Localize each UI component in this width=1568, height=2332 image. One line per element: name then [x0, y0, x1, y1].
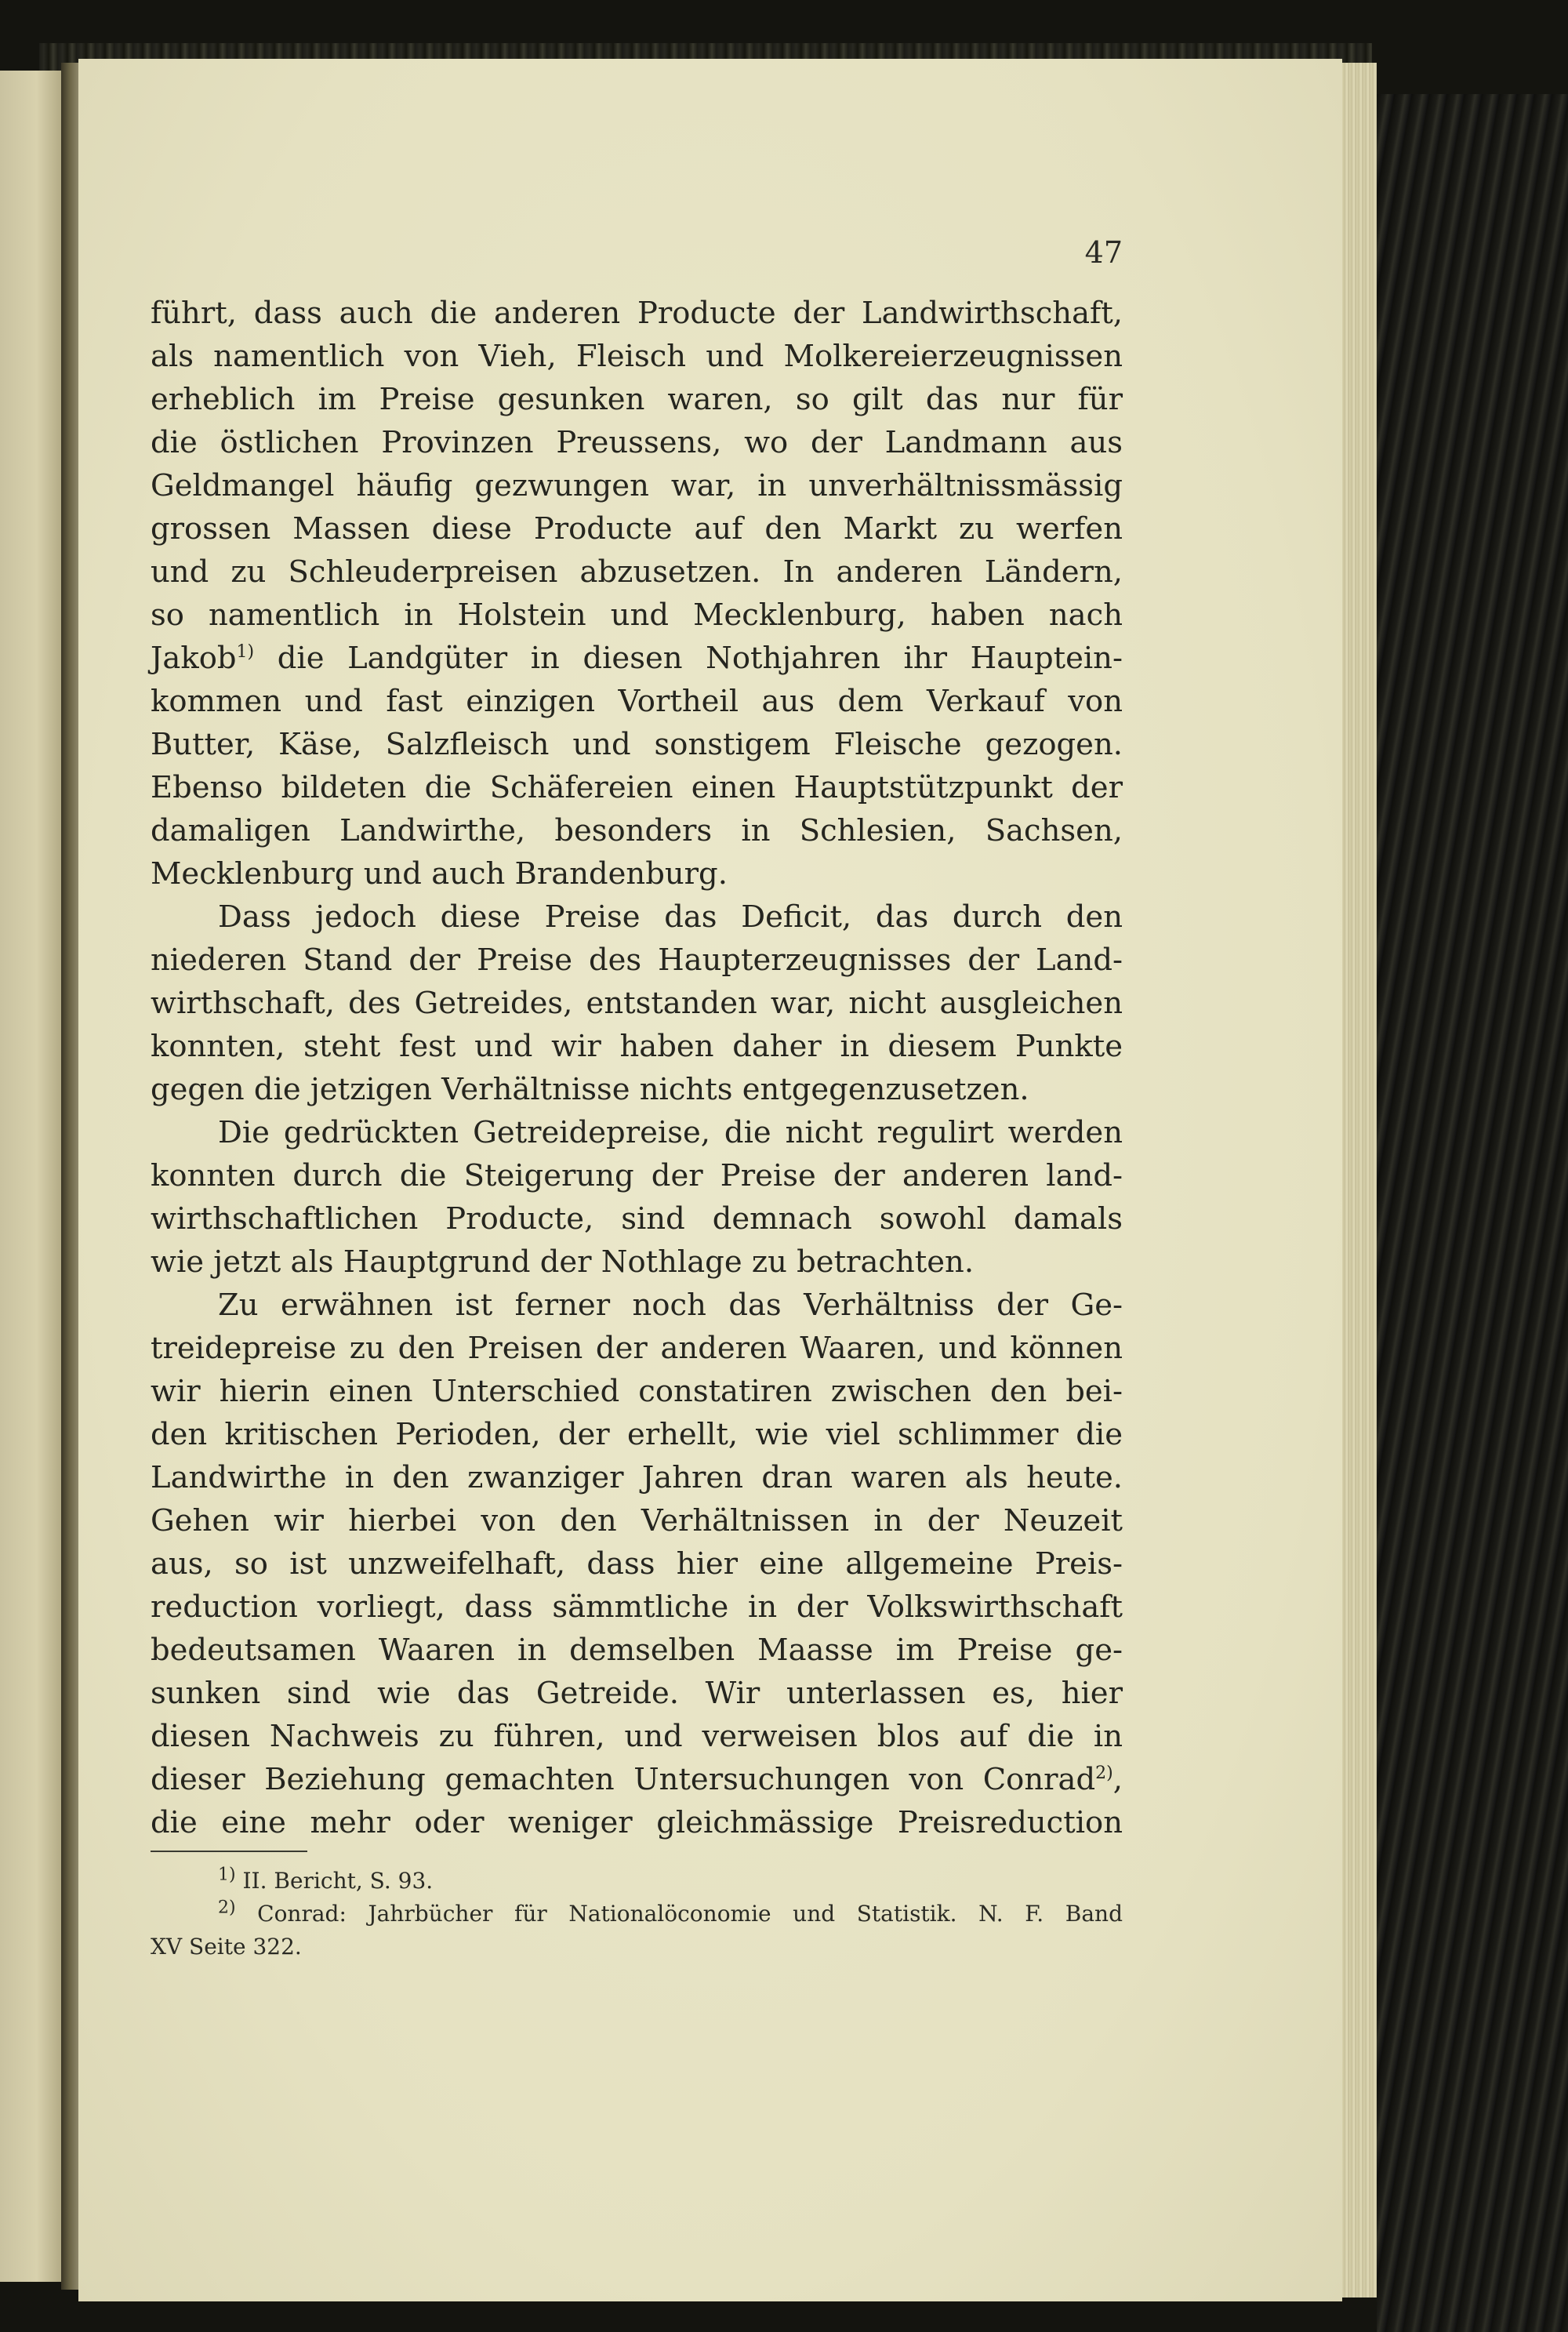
- footnote-2-continuation: XV Seite 322.: [151, 1934, 302, 1960]
- footnote-mark: 1): [218, 1865, 236, 1885]
- footnote-text: II. Bericht, S. 93.: [235, 1868, 434, 1894]
- footnote-text: Conrad: Jahrbücher für Nationalöconomie und Statistik. N. F. Band: [235, 1901, 1123, 1927]
- text-line: die eine mehr oder weniger gleichmässige Preisreduction: [151, 1805, 1123, 1840]
- footnotes: [151, 1865, 1123, 1963]
- body-text: [151, 292, 1123, 1844]
- footnote-rule: [151, 1851, 307, 1852]
- text-line: erheblich im Preise gesunken waren, so gilt das nur für: [151, 382, 1123, 417]
- text-line: Zu erwähnen ist ferner noch das Verhältniss der Ge-: [218, 1288, 1123, 1323]
- text-line: Die gedrückten Getreidepreise, die nicht regulirt werden: [218, 1115, 1123, 1150]
- text-line: kommen und fast einzigen Vortheil aus dem Verkauf von: [151, 684, 1123, 719]
- text-line: niederen Stand der Preise des Haupterzeugnisses der Land-: [151, 943, 1123, 978]
- text-line: und zu Schleuderpreisen abzusetzen. In anderen Ländern,: [151, 554, 1123, 590]
- text-fragment: dieser Beziehung gemachten Untersuchungen von Conrad: [151, 1762, 1096, 1797]
- left-page-edge: [0, 71, 61, 2282]
- footnote-ref: 1): [236, 642, 255, 663]
- text-line: Gehen wir hierbei von den Verhältnissen in der Neuzeit: [151, 1503, 1123, 1538]
- text-line: damaligen Landwirthe, besonders in Schlesien, Sachsen,: [151, 813, 1123, 848]
- footnote-ref: 2): [1095, 1764, 1113, 1784]
- text-line: gegen die jetzigen Verhältnisse nichts entgegenzusetzen.: [151, 1072, 1029, 1107]
- footnote-1: [151, 1865, 1123, 1898]
- text-fragment: die Landgüter in diesen Nothjahren ihr Hauptein-: [254, 641, 1123, 676]
- text-line: [151, 637, 1123, 680]
- text-fragment: ,: [1112, 1762, 1123, 1797]
- footnote-mark: 2): [218, 1898, 236, 1918]
- text-fragment: Jakob: [151, 641, 237, 676]
- text-line: Dass jedoch diese Preise das Deficit, das durch den: [218, 899, 1123, 935]
- text-line: reduction vorliegt, dass sämmtliche in der Volkswirthschaft: [151, 1589, 1123, 1625]
- text-line: [151, 1758, 1123, 1801]
- text-line: so namentlich in Holstein und Mecklenburg, haben nach: [151, 598, 1123, 633]
- text-line: Geldmangel häufig gezwungen war, in unverhältnissmässig: [151, 468, 1123, 503]
- text-line: konnten durch die Steigerung der Preise der anderen land-: [151, 1158, 1123, 1193]
- text-line: den kritischen Perioden, der erhellt, wie viel schlimmer die: [151, 1417, 1123, 1452]
- text-line: aus, so ist unzweifelhaft, dass hier eine allgemeine Preis-: [151, 1546, 1123, 1582]
- page-edges-right: [1342, 63, 1377, 2297]
- page-number: 47: [1084, 235, 1123, 270]
- book-gutter: [61, 63, 78, 2290]
- text-line: als namentlich von Vieh, Fleisch und Molkereierzeugnissen: [151, 339, 1123, 374]
- text-line: Mecklenburg und auch Brandenburg.: [151, 856, 728, 892]
- text-line: Landwirthe in den zwanziger Jahren dran waren als heute.: [151, 1460, 1123, 1495]
- footnote-2: [151, 1898, 1123, 1931]
- text-line: bedeutsamen Waaren in demselben Maasse im Preise ge-: [151, 1633, 1123, 1668]
- text-line: diesen Nachweis zu führen, und verweisen blos auf die in: [151, 1719, 1123, 1754]
- text-line: wirthschaftlichen Producte, sind demnach sowohl damals: [151, 1201, 1123, 1237]
- book-cover-right: [1377, 94, 1568, 2332]
- text-line: grossen Massen diese Producte auf den Markt zu werfen: [151, 511, 1123, 547]
- text-line: die östlichen Provinzen Preussens, wo der Landmann aus: [151, 425, 1123, 460]
- text-line: führt, dass auch die anderen Producte der Landwirthschaft,: [151, 296, 1123, 331]
- text-line: konnten, steht fest und wir haben daher in diesem Punkte: [151, 1029, 1123, 1064]
- text-line: sunken sind wie das Getreide. Wir unterlassen es, hier: [151, 1676, 1123, 1711]
- text-line: treidepreise zu den Preisen der anderen Waaren, und können: [151, 1331, 1123, 1366]
- text-line: Ebenso bildeten die Schäfereien einen Hauptstützpunkt der: [151, 770, 1123, 805]
- text-line: wie jetzt als Hauptgrund der Nothlage zu betrachten.: [151, 1244, 975, 1280]
- text-line: wir hierin einen Unterschied constatiren zwischen den bei-: [151, 1374, 1123, 1409]
- text-line: wirthschaft, des Getreides, entstanden war, nicht ausgleichen: [151, 986, 1123, 1021]
- text-line: Butter, Käse, Salzfleisch und sonstigem Fleische gezogen.: [151, 727, 1123, 762]
